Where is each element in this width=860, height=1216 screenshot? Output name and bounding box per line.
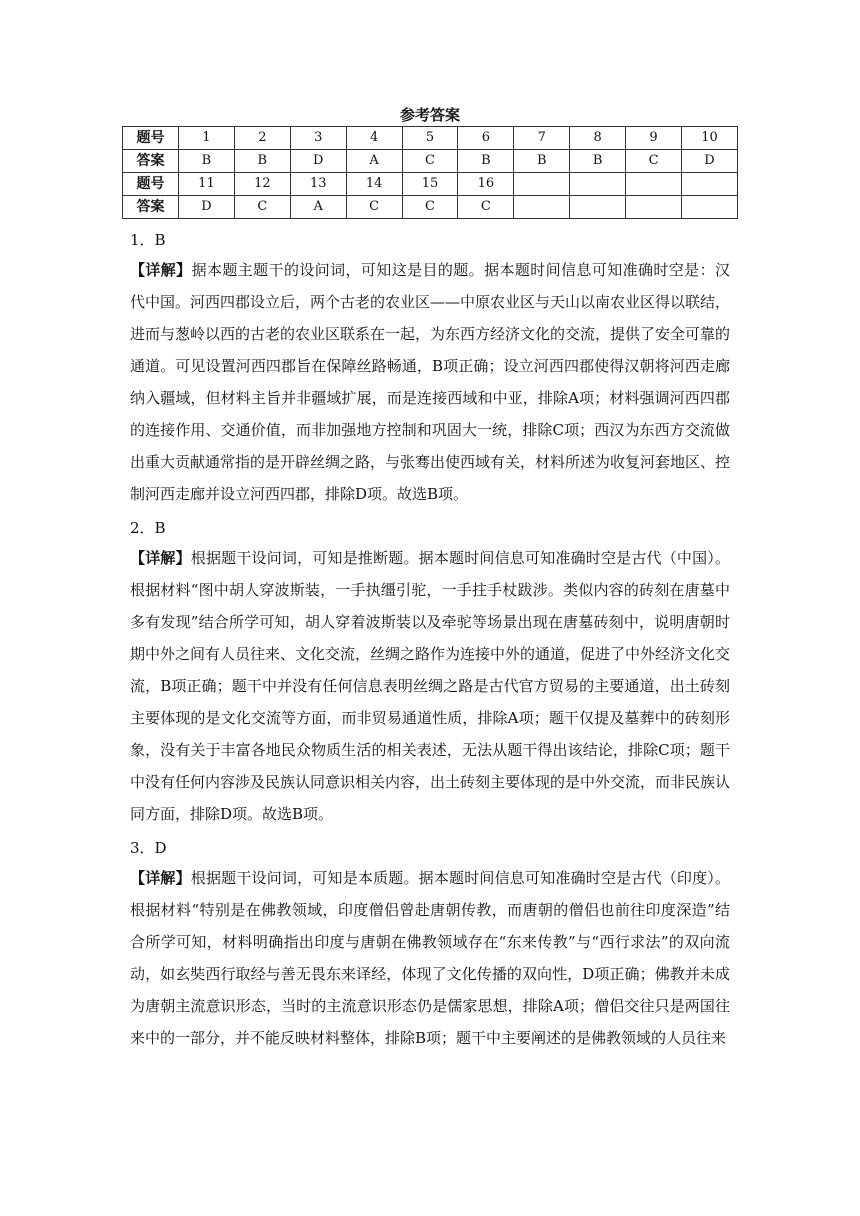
page-title: 参考答案 xyxy=(399,106,460,124)
table-cell: 1 xyxy=(179,127,235,150)
table-cell: 3 xyxy=(290,127,346,150)
table-cell: C xyxy=(234,196,290,219)
table-row xyxy=(123,127,738,150)
table-cell xyxy=(626,196,682,219)
table-cell: C xyxy=(458,196,514,219)
table-cell xyxy=(570,196,626,219)
explanation-paragraph xyxy=(130,862,730,1054)
row-header: 答案 xyxy=(123,150,179,173)
table-cell: B xyxy=(570,150,626,173)
detail-label: 【详解】 xyxy=(130,261,192,279)
table-cell: B xyxy=(514,150,570,173)
table-cell: B xyxy=(179,150,235,173)
table-cell: A xyxy=(346,150,402,173)
table-cell xyxy=(682,196,738,219)
table-cell xyxy=(514,173,570,196)
table-cell: 14 xyxy=(346,173,402,196)
explanation-text: 据本题主题干的设问词，可知这是目的题。据本题时间信息可知准确时空是：汉代中国。河西四郡设立后，两个古老的农业区——中原农业区与天山以南农业区得以联结，进而与葱岭以西的古老的农业区联系在一起，为东西方经济文化的交流，提供了安全可靠的通道。可见设置河西四郡旨在保障丝路畅通，B项正确；设立河西四郡使得汉朝将河西走廊纳入疆域，但材料主旨并非疆域扩展，而是连接西域和中亚，排除A项；材料强调河西四郡的连接作用、交通价值，而非加强地方控制和巩固大一统，排除C项；西汉为东西方交流做出重大贡献通常指的是开辟丝绸之路，与张骞出使西域有关，材料所述为收复河套地区、控制河西走廊并设立河西四郡，排除D项。故选B项。 xyxy=(130,261,731,503)
table-cell: 13 xyxy=(290,173,346,196)
question-number: 2．B xyxy=(130,519,166,537)
table-cell: D xyxy=(179,196,235,219)
table-cell: 12 xyxy=(234,173,290,196)
table-row xyxy=(123,150,738,173)
answer-table xyxy=(122,126,738,219)
question-number: 1．B xyxy=(130,231,166,249)
row-header: 答案 xyxy=(123,196,179,219)
table-cell: C xyxy=(402,196,458,219)
question-number: 3．D xyxy=(130,839,167,857)
table-cell: 16 xyxy=(458,173,514,196)
table-cell: D xyxy=(290,150,346,173)
table-cell: C xyxy=(626,150,682,173)
table-cell: 2 xyxy=(234,127,290,150)
table-cell: A xyxy=(290,196,346,219)
table-cell: 11 xyxy=(179,173,235,196)
explanation-paragraph xyxy=(130,542,730,830)
row-header: 题号 xyxy=(123,127,179,150)
explanation-text: 根据题干设问词，可知是本质题。据本题时间信息可知准确时空是古代（印度）。根据材料“特别是在佛教领域，印度僧侣曾赴唐朝传教，而唐朝的僧侣也前往印度深造”结合所学可知，材料明确指出印度与唐朝在佛教领域存在“东来传教”与“西行求法”的双向流动，如玄奘西行取经与善无畏东来译经，体现了文化传播的双向性，D项正确；佛教并未成为唐朝主流意识形态，当时的主流意识形态仍是儒家思想，排除A项；僧侣交往只是两国往来中的一部分，并不能反映材料整体，排除B项；题干中主要阐述的是佛教领域的人员往来 xyxy=(130,869,730,1047)
explanation-text: 根据题干设问词，可知是推断题。据本题时间信息可知准确时空是古代（中国）。根据材料“图中胡人穿波斯装，一手执缰引驼，一手拄手杖跋涉。类似内容的砖刻在唐墓中多有发现”结合所学可知，胡人穿着波斯装以及牵驼等场景出现在唐墓砖刻中，说明唐朝时期中外之间有人员往来、文化交流，丝绸之路作为连接中外的通道，促进了中外经济文化交流，B项正确；题干中并没有任何信息表明丝绸之路是古代官方贸易的主要通道，出土砖刻主要体现的是文化交流等方面，而非贸易通道性质，排除A项；题干仅提及墓葬中的砖刻形象，没有关于丰富各地民众物质生活的相关表述，无法从题干得出该结论，排除C项；题干中没有任何内容涉及民族认同意识相关内容，出土砖刻主要体现的是中外交流，而非民族认同方面，排除D项。故选B项。 xyxy=(130,549,731,823)
table-cell: 9 xyxy=(626,127,682,150)
table-row xyxy=(123,173,738,196)
table-cell xyxy=(682,173,738,196)
explanation-paragraph xyxy=(130,254,730,510)
table-cell: 8 xyxy=(570,127,626,150)
table-cell: 4 xyxy=(346,127,402,150)
table-cell: B xyxy=(234,150,290,173)
table-cell: 10 xyxy=(682,127,738,150)
detail-label: 【详解】 xyxy=(130,549,191,567)
table-cell xyxy=(570,173,626,196)
table-cell: D xyxy=(682,150,738,173)
explanations xyxy=(130,226,730,1054)
row-header: 题号 xyxy=(123,173,179,196)
table-cell: 6 xyxy=(458,127,514,150)
table-cell: C xyxy=(346,196,402,219)
table-cell: B xyxy=(458,150,514,173)
table-cell: 5 xyxy=(402,127,458,150)
table-cell xyxy=(626,173,682,196)
table-cell: 15 xyxy=(402,173,458,196)
table-cell xyxy=(514,196,570,219)
table-cell: 7 xyxy=(514,127,570,150)
table-cell: C xyxy=(402,150,458,173)
table-row xyxy=(123,196,738,219)
detail-label: 【详解】 xyxy=(130,869,191,887)
